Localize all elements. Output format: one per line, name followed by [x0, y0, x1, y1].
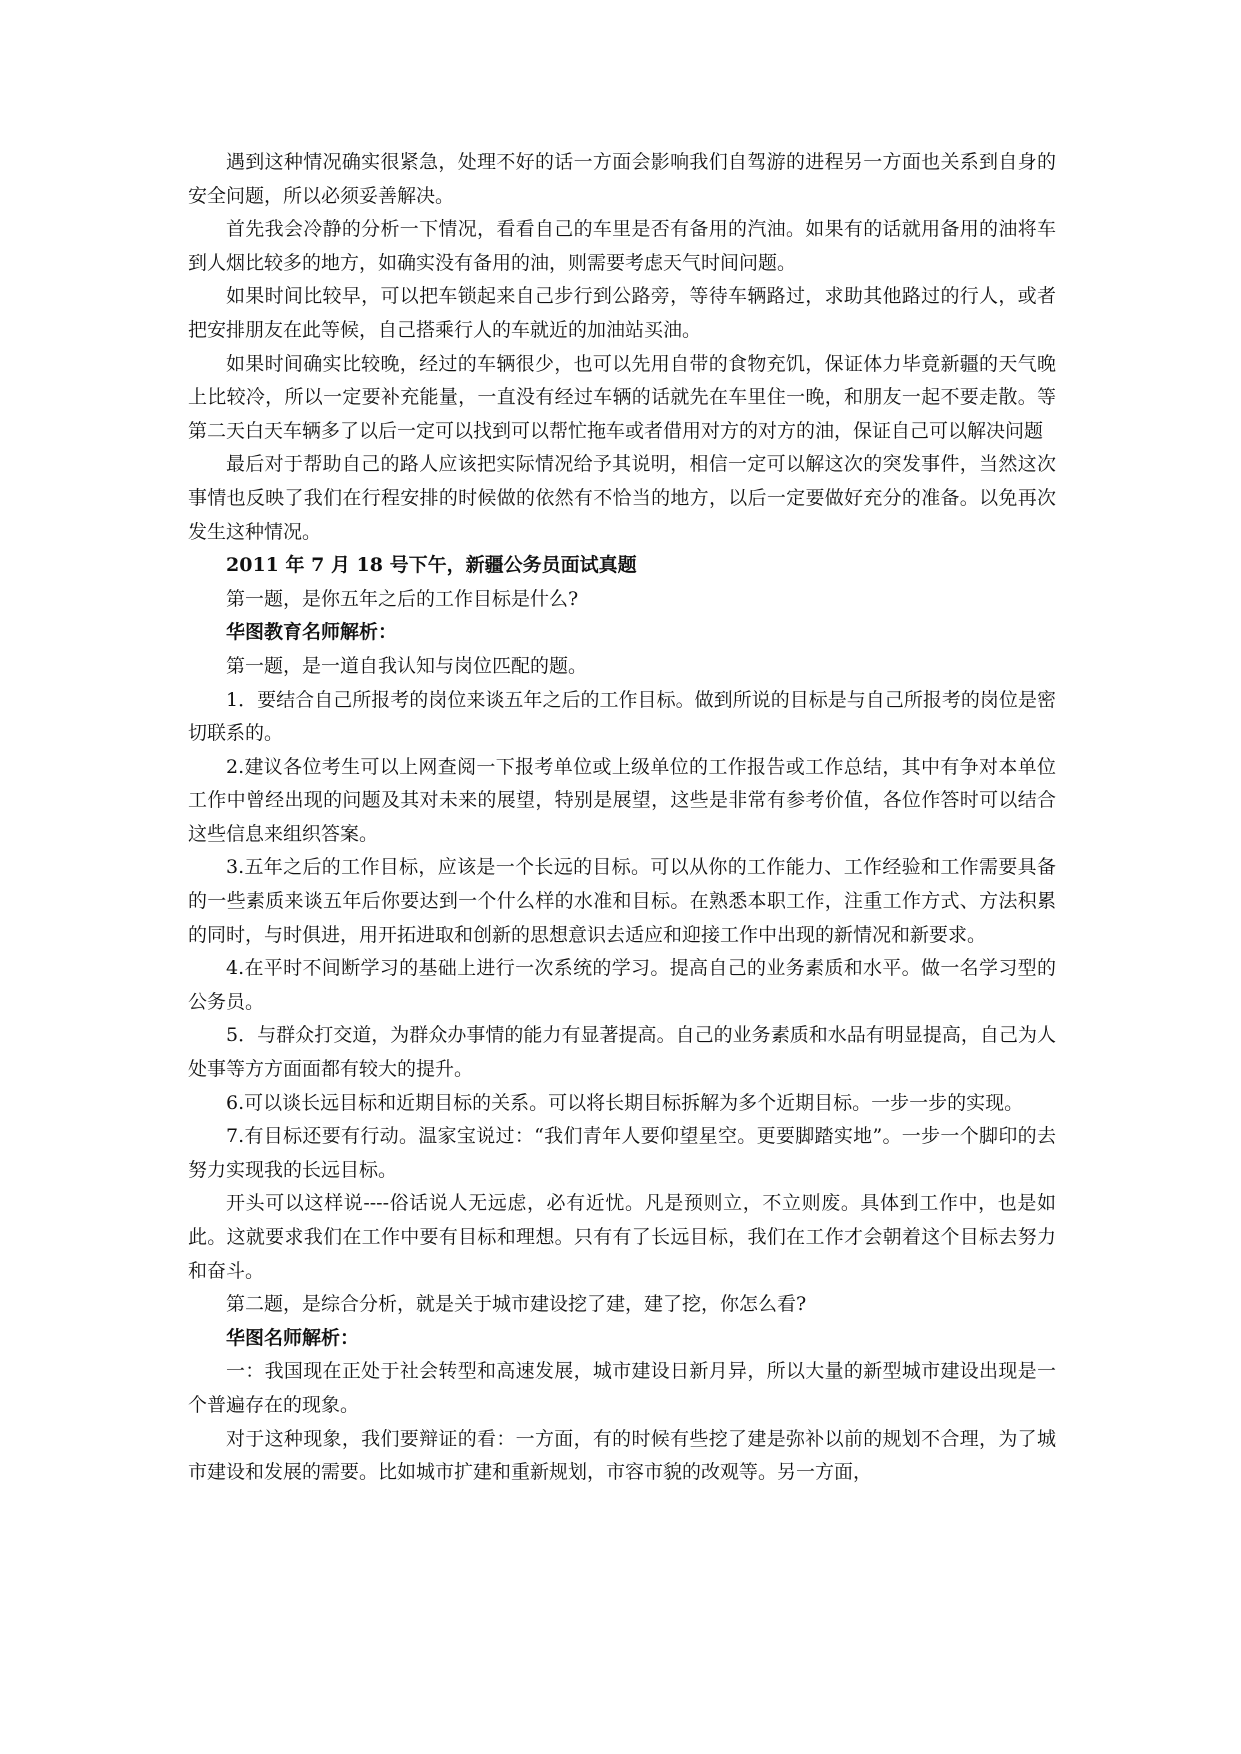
- paragraph: 第一题，是一道自我认知与岗位匹配的题。: [226, 654, 588, 677]
- paragraph: 5．与群众打交道，为群众办事情的能力有显著提高。自己的业务素质和水品有明显提高，自己为人处事等方方面面都有较大的提升。: [188, 1024, 1056, 1081]
- paragraph: 一：我国现在正处于社会转型和高速发展，城市建设日新月异，所以大量的新型城市建设出现是一个普遍存在的现象。: [188, 1360, 1056, 1416]
- paragraph: 1．要结合自己所报考的岗位来谈五年之后的工作目标。做到所说的目标是与自己所报考的岗位是密切联系的。: [188, 688, 1056, 745]
- paragraph: 最后对于帮助自己的路人应该把实际情况给予其说明，相信一定可以解这次的突发事件，当然这次事情也反映了我们在行程安排的时候做的依然有不恰当的地方，以后一定要做好充分的准备。以免再次发生这种情况。: [188, 453, 1056, 543]
- paragraph: 开头可以这样说----俗话说人无远虑，必有近忧。凡是预则立，不立则废。具体到工作中，也是如此。这就要求我们在工作中要有目标和理想。只有有了长远目标，我们在工作才会朝着这个目标去努力和奋斗。: [188, 1192, 1056, 1282]
- analysis-heading-two: 华图名师解析：: [226, 1326, 360, 1349]
- document-page: [188, 146, 1056, 1490]
- section-heading-exam-date: 2011 年 7 月 18 号下午，新疆公务员面试真题: [226, 554, 637, 577]
- paragraph: 2.建议各位考生可以上网查阅一下报考单位或上级单位的工作报告或工作总结，其中有争对本单位工作中曾经出现的问题及其对未来的展望，特别是展望，这些是非常有参考价值，各位作答时可以结合这些信息来组织答案。: [188, 755, 1056, 845]
- paragraph: 对于这种现象，我们要辩证的看：一方面，有的时候有些挖了建是弥补以前的规划不合理，为了城市建设和发展的需要。比如城市扩建和重新规划，市容市貌的改观等。另一方面，: [188, 1427, 1056, 1484]
- paragraph: 3.五年之后的工作目标，应该是一个长远的目标。可以从你的工作能力、工作经验和工作需要具备的一些素质来谈五年后你要达到一个什么样的水准和目标。在熟悉本职工作，注重工作方式、方法积累的同时，与时俱进，用开拓进取和创新的思想意识去适应和迎接工作中出现的新情况和新要求。: [188, 856, 1056, 946]
- analysis-heading-one: 华图教育名师解析：: [226, 621, 398, 644]
- paragraph: 遇到这种情况确实很紧急，处理不好的话一方面会影响我们自驾游的进程另一方面也关系到自身的安全问题，所以必须妥善解决。: [188, 151, 1056, 207]
- paragraph: 6.可以谈长远目标和近期目标的关系。可以将长期目标拆解为多个近期目标。一步一步的实现。: [226, 1091, 1024, 1114]
- question-one: 第一题，是你五年之后的工作目标是什么?: [226, 587, 579, 610]
- paragraph: 7.有目标还要有行动。温家宝说过：“我们青年人要仰望星空。更要脚踏实地”。一步一个脚印的去努力实现我的长远目标。: [188, 1125, 1056, 1181]
- paragraph: 4.在平时不间断学习的基础上进行一次系统的学习。提高自己的业务素质和水平。做一名学习型的公务员。: [188, 957, 1056, 1013]
- paragraph: 首先我会冷静的分析一下情况，看看自己的车里是否有备用的汽油。如果有的话就用备用的油将车到人烟比较多的地方，如确实没有备用的油，则需要考虑天气时间问题。: [188, 218, 1056, 274]
- paragraph: 如果时间比较早，可以把车锁起来自己步行到公路旁，等待车辆路过，求助其他路过的行人，或者把安排朋友在此等候，自己搭乘行人的车就近的加油站买油。: [188, 285, 1056, 341]
- question-two: 第二题，是综合分析，就是关于城市建设挖了建，建了挖，你怎么看?: [226, 1293, 807, 1316]
- paragraph: 如果时间确实比较晚，经过的车辆很少，也可以先用自带的食物充饥，保证体力毕竟新疆的天气晚上比较冷，所以一定要补充能量，一直没有经过车辆的话就先在车里住一晚，和朋友一起不要走散。等第二天白天车辆多了以后一定可以找到可以帮忙拖车或者借用对方的对方的油，保证自己可以解决问题: [188, 352, 1056, 442]
